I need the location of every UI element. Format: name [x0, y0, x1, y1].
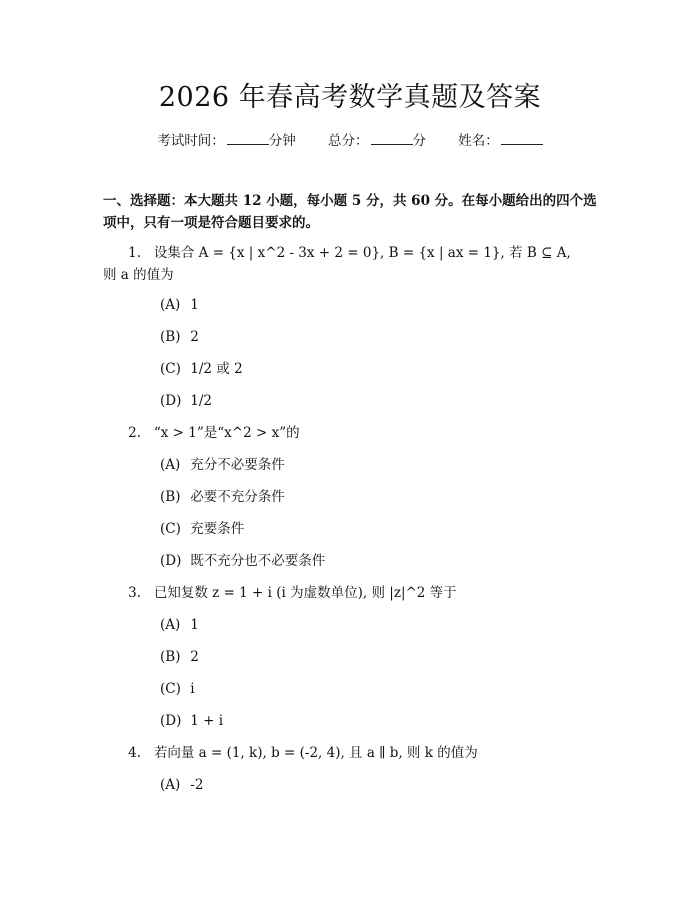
option-label: (A)	[160, 617, 181, 633]
option-1c	[160, 358, 600, 380]
option-label: (C)	[160, 681, 181, 697]
question-2	[103, 422, 603, 444]
option-label: (C)	[160, 361, 181, 377]
question-4	[103, 742, 603, 764]
option-label: (A)	[160, 457, 181, 473]
total-score-label: 总分：	[328, 133, 369, 149]
option-1d	[160, 390, 600, 412]
section-heading: 一、选择题：本大题共 12 小题，每小题 5 分，共 60 分。在每小题给出的四个选项中，只有一项是符合题目要求的。	[103, 193, 597, 231]
question-number: 3.	[128, 585, 141, 601]
question-number: 2.	[128, 425, 141, 441]
question-1-continued: 则 a 的值为	[103, 267, 174, 283]
option-text: 1	[190, 617, 199, 633]
total-score-field	[328, 130, 426, 152]
option-label: (A)	[160, 777, 181, 793]
question-stem: 设集合 A = {x | x^2 - 3x + 2 = 0}, B = {x | ax = 1}, 若 B ⊆ A,	[153, 245, 571, 261]
option-label: (A)	[160, 297, 181, 313]
exam-time-unit: 分钟	[268, 133, 296, 149]
option-text: 充要条件	[190, 521, 245, 537]
option-4a	[160, 774, 600, 796]
question-number: 4.	[128, 745, 141, 761]
option-2a	[160, 454, 600, 476]
question-1	[103, 242, 603, 264]
option-label: (D)	[160, 713, 182, 729]
student-name-field	[458, 130, 543, 152]
option-2d	[160, 550, 600, 572]
option-text: 2	[190, 649, 199, 665]
option-label: (B)	[160, 489, 181, 505]
option-3c	[160, 678, 600, 700]
student-name-label: 姓名：	[458, 133, 499, 149]
option-text: 1 + i	[190, 713, 224, 729]
option-label: (D)	[160, 553, 182, 569]
exam-time-field	[157, 130, 296, 152]
page-title: 2026 年春高考数学真题及答案	[158, 82, 542, 113]
exam-info-line	[0, 130, 700, 152]
option-3a	[160, 614, 600, 636]
option-text: 充分不必要条件	[190, 457, 285, 473]
option-label: (B)	[160, 329, 181, 345]
option-2c	[160, 518, 600, 540]
total-score-blank	[371, 130, 413, 145]
total-score-unit: 分	[412, 133, 426, 149]
option-1a	[160, 294, 600, 316]
student-name-blank	[501, 130, 543, 145]
exam-time-blank	[227, 130, 269, 145]
option-1b	[160, 326, 600, 348]
option-text: -2	[190, 777, 204, 793]
option-text: 1/2	[190, 393, 213, 409]
question-stem: 若向量 a = (1, k), b = (-2, 4), 且 a ∥ b, 则 k 的值为	[153, 745, 478, 761]
option-label: (D)	[160, 393, 182, 409]
question-stem: “x > 1”是“x^2 > x”的	[153, 425, 300, 441]
question-3	[103, 582, 603, 604]
option-text: 既不充分也不必要条件	[190, 553, 326, 569]
exam-time-label: 考试时间：	[157, 133, 225, 149]
option-text: 必要不充分条件	[190, 489, 285, 505]
option-3b	[160, 646, 600, 668]
option-text: 2	[190, 329, 199, 345]
option-label: (C)	[160, 521, 181, 537]
option-text: i	[190, 681, 195, 697]
option-text: 1	[190, 297, 199, 313]
question-stem: 已知复数 z = 1 + i (i 为虚数单位), 则 |z|^2 等于	[153, 585, 457, 601]
option-label: (B)	[160, 649, 181, 665]
question-number: 1.	[128, 245, 141, 261]
option-3d	[160, 710, 600, 732]
option-2b	[160, 486, 600, 508]
option-text: 1/2 或 2	[190, 361, 243, 377]
